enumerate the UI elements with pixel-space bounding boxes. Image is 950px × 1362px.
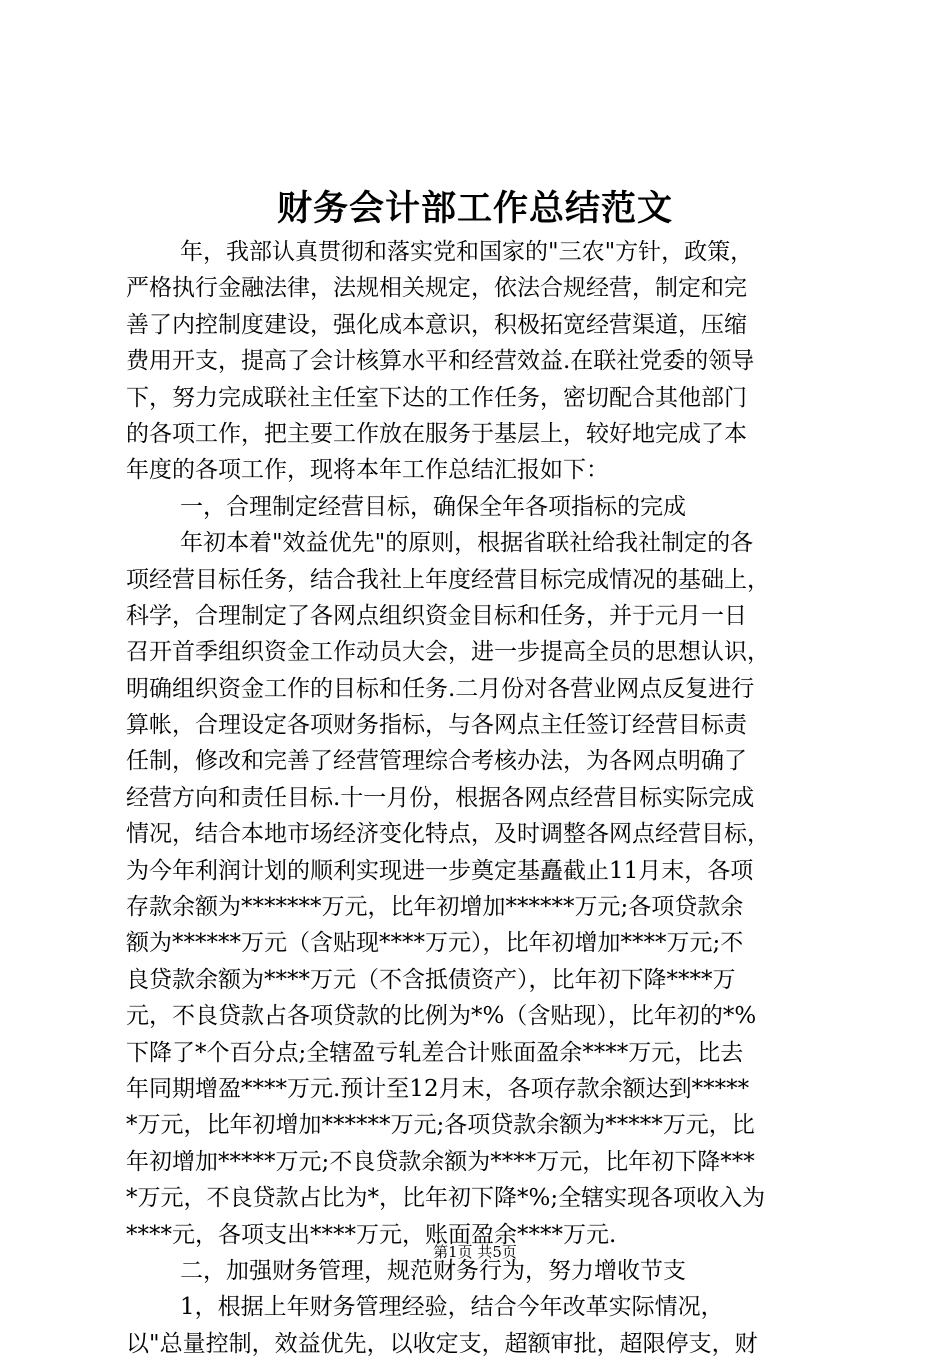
document-title: 财务会计部工作总结范文 <box>276 188 673 229</box>
body-line: 情况，结合本地市场经济变化特点，及时调整各网点经营目标， <box>126 821 770 848</box>
body-line: 年初本着"效益优先"的原则，根据省联社给我社制定的各 <box>180 530 754 557</box>
body-line: 任制，修改和完善了经营管理综合考核办法，为各网点明确了 <box>126 748 747 775</box>
body-line: 项经营目标任务，结合我社上年度经营目标完成情况的基础上， <box>126 566 770 593</box>
document-body <box>126 234 836 1362</box>
body-line: 以"总量控制，效益优先，以收定支，超额审批，超限停支，财 <box>126 1330 758 1357</box>
section-heading: 一，合理制定经营目标，确保全年各项指标的完成 <box>180 493 686 520</box>
body-line: 元，不良贷款占各项贷款的比例为*%（含贴现），比年初的*% <box>126 1003 757 1030</box>
body-line: 费用开支，提高了会计核算水平和经营效益.在联社党委的领导 <box>126 348 755 375</box>
body-line: 科学，合理制定了各网点组织资金目标和任务，并于元月一日 <box>126 602 747 629</box>
body-line: 年初增加*****万元;不良贷款余额为****万元，比年初下降*** <box>126 1148 755 1175</box>
page-number: 第1页 共5页 <box>433 1243 517 1261</box>
body-line: 存款余额为*******万元，比年初增加******万元;各项贷款余 <box>126 894 744 921</box>
body-line: 严格执行金融法律，法规相关规定，依法合规经营，制定和完 <box>126 275 747 302</box>
body-line: *万元，比年初增加******万元;各项贷款余额为*****万元，比 <box>126 1112 755 1139</box>
body-line: 年，我部认真贯彻和落实党和国家的"三农"方针，政策， <box>180 239 754 265</box>
body-line: 经营方向和责任目标.十一月份，根据各网点经营目标实际完成 <box>126 784 755 811</box>
body-line: 明确组织资金工作的目标和任务.二月份对各营业网点反复进行 <box>126 675 755 702</box>
body-line: ****元，各项支出****万元，账面盈余****万元. <box>126 1221 617 1248</box>
body-line: 年度的各项工作，现将本年工作总结汇报如下： <box>126 457 609 484</box>
body-line: 算帐，合理设定各项财务指标，与各网点主任签订经营目标责 <box>126 712 747 739</box>
section-heading: 二，加强财务管理，规范财务行为，努力增收节支 <box>180 1257 686 1284</box>
body-line: 1，根据上年财务管理经验，结合今年改革实际情况， <box>180 1294 724 1321</box>
body-line: 的各项工作，把主要工作放在服务于基层上，较好地完成了本 <box>126 420 747 447</box>
body-line: 良贷款余额为****万元（不含抵债资产），比年初下降****万 <box>126 966 736 993</box>
body-line: 善了内控制度建设，强化成本意识，积极拓宽经营渠道，压缩 <box>126 311 747 338</box>
body-line: 年同期增盈****万元.预计至12月末，各项存款余额达到***** <box>126 1075 750 1102</box>
body-line: 召开首季组织资金工作动员大会，进一步提高全员的思想认识， <box>126 639 770 666</box>
body-line: 下，努力完成联社主任室下达的工作任务，密切配合其他部门 <box>126 384 747 411</box>
body-line: 额为******万元（含贴现****万元），比年初增加****万元;不 <box>126 930 744 957</box>
body-line: 为今年利润计划的顺利实现进一步奠定基矗截止11月末，各项 <box>126 857 754 884</box>
body-line: 下降了*个百分点;全辖盈亏轧差合计账面盈余****万元，比去 <box>126 1039 744 1066</box>
body-line: *万元，不良贷款占比为*，比年初下降*%;全辖实现各项收入为 <box>126 1185 766 1212</box>
